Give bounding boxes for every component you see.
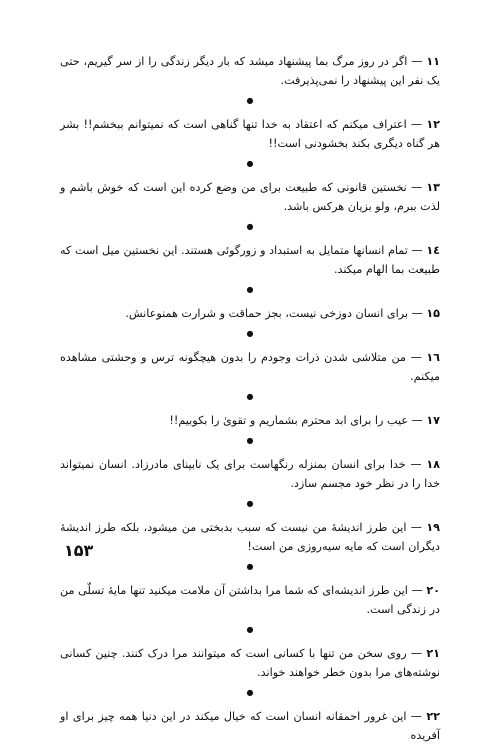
dash: — bbox=[408, 307, 427, 320]
aphorism-item bbox=[60, 348, 440, 386]
bullet-separator: ● bbox=[246, 562, 254, 571]
aphorism-text: این طرز اندیشه‌ای که شما مرا بداشتن آن ملامت میکنید تنها مایهٔ تسلّی من در زندگی است. bbox=[60, 584, 440, 616]
aphorism-number: ۱۵ bbox=[426, 307, 440, 320]
aphorism-item bbox=[60, 455, 440, 493]
bullet-separator: ● bbox=[246, 436, 254, 445]
aphorism-text: روی سخن من تنها با کسانی است که میتوانند مرا درک کنند. چنین کسانی نوشته‌های مرا بدون خطر خواهند خواند. bbox=[60, 647, 440, 679]
bullet-separator: ● bbox=[246, 499, 254, 508]
dash: — bbox=[406, 351, 427, 364]
aphorism-text: عیب را برای ابد محترم بشماریم و تقویٰ را بکوبیم!! bbox=[169, 414, 409, 427]
aphorism-item bbox=[60, 644, 440, 682]
page-number: ۱۵۳ bbox=[64, 541, 94, 560]
aphorism-item bbox=[60, 52, 440, 90]
aphorism-number: ۱۷ bbox=[426, 414, 440, 427]
aphorism-number: ۱۸ bbox=[426, 458, 440, 471]
aphorism-number: ۲۱ bbox=[426, 647, 440, 660]
aphorism-number: ۱۲ bbox=[426, 118, 440, 131]
bullet-separator: ● bbox=[246, 96, 254, 105]
bullet-separator: ● bbox=[246, 392, 254, 401]
aphorism-text: نخستین قانونی که طبیعت برای من وضع کرده این است که خوش باشم و لذت ببرم، ولو بزیان هرکس باشد. bbox=[60, 181, 440, 213]
dash: — bbox=[406, 118, 427, 131]
aphorism-text: این طرز اندیشهٔ من نیست که سبب بدبختی من میشود، بلکه طرز اندیشهٔ دیگران است که مایه سیه‌روزی من است! bbox=[60, 521, 440, 553]
aphorism-text: اگر در روز مرگ بما پیشنهاد میشد که بار دیگر زندگی را از سر گیریم، حتی یک نفر این پیشنهاد را نمی‌پذیرفت. bbox=[60, 55, 440, 87]
aphorism-number: ۱٤ bbox=[426, 244, 440, 257]
aphorism-text: برای انسان دوزخی نیست، بجز حماقت و شرارت همنوعانش. bbox=[125, 307, 409, 320]
dash: — bbox=[406, 521, 427, 534]
aphorism-number: ۲۰ bbox=[426, 584, 440, 597]
aphorism-item bbox=[60, 115, 440, 153]
aphorism-text: اعتراف میکنم که اعتقاد به خدا تنها گناهی است که نمیتوانم ببخشم!! بشر هر گناه دیگری بکند بخشودنی است!! bbox=[60, 118, 440, 150]
dash: — bbox=[408, 414, 427, 427]
aphorism-item bbox=[60, 241, 440, 279]
aphorism-text: این غرور احمقانه انسان است که خیال میکند در این دنیا همه چیز برای او آفریده bbox=[60, 710, 440, 742]
aphorism-text: من متلاشی شدن ذرات وجودم را بدون هیچگونه ترس و وحشتی مشاهده میکنم. bbox=[60, 351, 440, 383]
aphorism-item bbox=[60, 411, 440, 430]
aphorism-number: ۲۲ bbox=[426, 710, 440, 723]
dash: — bbox=[407, 584, 427, 597]
aphorism-number: ۱۹ bbox=[426, 521, 440, 534]
dash: — bbox=[406, 647, 427, 660]
aphorism-item bbox=[60, 304, 440, 323]
aphorism-text: خدا برای انسان بمنزله رنگهاست برای یک نابینای مادرزاد. انسان نمیتواند خدا را در نظر خود مجسم سازد. bbox=[60, 458, 440, 490]
dash: — bbox=[407, 244, 427, 257]
bullet-separator: ● bbox=[246, 222, 254, 231]
aphorism-number: ۱۳ bbox=[426, 181, 440, 194]
bullet-separator: ● bbox=[246, 625, 254, 634]
bullet-separator: ● bbox=[246, 688, 254, 697]
dash: — bbox=[407, 55, 427, 68]
dash: — bbox=[405, 458, 427, 471]
dash: — bbox=[406, 710, 427, 723]
aphorism-item bbox=[60, 707, 440, 745]
aphorism-item bbox=[60, 178, 440, 216]
dash: — bbox=[406, 181, 427, 194]
bullet-separator: ● bbox=[246, 329, 254, 338]
aphorism-number: ۱۱ bbox=[426, 55, 440, 68]
aphorism-item bbox=[60, 518, 440, 556]
aphorism-item bbox=[60, 581, 440, 619]
aphorism-number: ۱٦ bbox=[426, 351, 440, 364]
bullet-separator: ● bbox=[246, 285, 254, 294]
aphorism-list bbox=[60, 52, 440, 745]
bullet-separator: ● bbox=[246, 159, 254, 168]
aphorism-text: تمام انسانها متمایل به استبداد و زورگوئی هستند. این نخستین میل است که طبیعت بما الهام میکند. bbox=[60, 244, 440, 276]
